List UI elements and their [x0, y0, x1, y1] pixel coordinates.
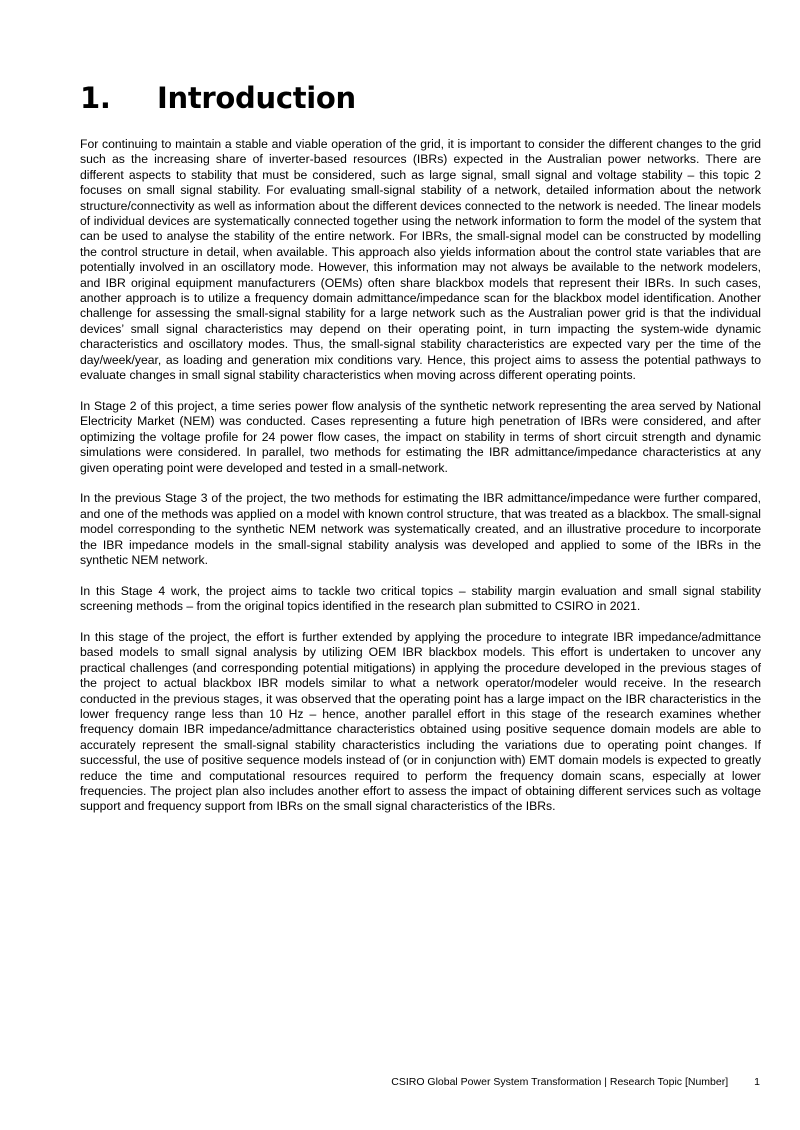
section-title: Introduction [157, 81, 356, 115]
page-number: 1 [754, 1076, 760, 1088]
paragraph-stage-3: In the previous Stage 3 of the project, the two methods for estimating the IBR admittance/impedance were further compared, and one of the methods was applied on a model with known control structure, that was treated as a blackbox. The small-signal model corresponding to the synthetic NEM network was systematically created, and an illustrative procedure to incorporate the IBR impedance models in the small-signal stability analysis was developed and applied to some of the IBRs in the synthetic NEM network. [80, 491, 761, 567]
page-footer [391, 1075, 760, 1089]
paragraph-current-stage: In this stage of the project, the effort is further extended by applying the procedure to integrate IBR impedance/admittance based models to small signal analysis by utilizing OEM IBR blackbox models. This effort is undertaken to uncover any practical challenges (and corresponding potential mitigations) in applying the procedure developed in the previous stages of the project to actual blackbox IBR models similar to what a network operator/modeler would receive. In the research conducted in the previous stages, it was observed that the operating point has a large impact on the IBR characteristics in the lower frequency range less than 10 Hz – hence, another parallel effort in this stage of the research examines whether frequency domain IBR impedance/admittance characteristics obtained using positive sequence domain models are able to accurately represent the small-signal stability characteristics including the variations due to operating point changes. If successful, the use of positive sequence models instead of (or in conjunction with) EMT domain models is expected to greatly reduce the time and computational resources required to perform the frequency domain scans, especially at lower frequencies. The project plan also includes another effort to assess the impact of obtaining different services such as voltage support and frequency support from IBRs on the small signal characteristics of the IBRs. [80, 629, 761, 814]
section-heading [80, 78, 356, 118]
section-number: 1. [80, 81, 111, 115]
body-text [80, 137, 761, 830]
footer-text: CSIRO Global Power System Transformation | Research Topic [Number] [391, 1076, 729, 1088]
paragraph-stage-2: In Stage 2 of this project, a time series power flow analysis of the synthetic network representing the area served by National Electricity Market (NEM) was conducted. Cases representing a future high penetration of IBRs were considered, and after optimizing the voltage profile for 24 power flow cases, the impact on stability in terms of short circuit strength and dynamic simulations were considered. In parallel, two methods for estimating the IBR admittance/impedance characteristics at any given operating point were developed and tested in a small-network. [80, 398, 761, 475]
paragraph-stage-4: In this Stage 4 work, the project aims to tackle two critical topics – stability margin evaluation and small signal stability screening methods – from the original topics identified in the research plan submitted to CSIRO in 2021. [80, 583, 761, 614]
paragraph-intro: For continuing to maintain a stable and viable operation of the grid, it is important to consider the different changes to the grid such as the increasing share of inverter-based resources (IBRs) expected in the Australian power networks. There are different aspects to stability that must be considered, such as large signal, small signal and voltage stability – this topic 2 focuses on small signal stability. For evaluating small-signal stability of a network, detailed information about the network structure/connectivity as well as information about the different devices connected to the network is needed. The linear models of individual devices are systematically connected together using the network information to form the model of the system that can be used to analyse the stability of the entire network. For IBRs, the small-signal model can be constructed by modelling the control structure in detail, when available. This approach also yields information about the control state variables that are potentially involved in an oscillatory mode. However, this information may not always be available to the network modelers, and IBR original equipment manufacturers (OEMs) often share blackbox models that represent their IBRs. In such cases, another approach is to utilize a frequency domain admittance/impedance scan for the blackbox model identification. Another challenge for assessing the small-signal stability for a large network such as the Australian power grid is that the individual devices’ small signal characteristics may depend on their operating point, in turn impacting the system-wide dynamic characteristics and oscillatory modes. Thus, the small-signal stability characteristics are expected vary per the time of the day/week/year, as loading and generation mix conditions vary. Hence, this project aims to assess the potential pathways to evaluate changes in small signal stability characteristics when moving across different operating points. [80, 137, 761, 383]
